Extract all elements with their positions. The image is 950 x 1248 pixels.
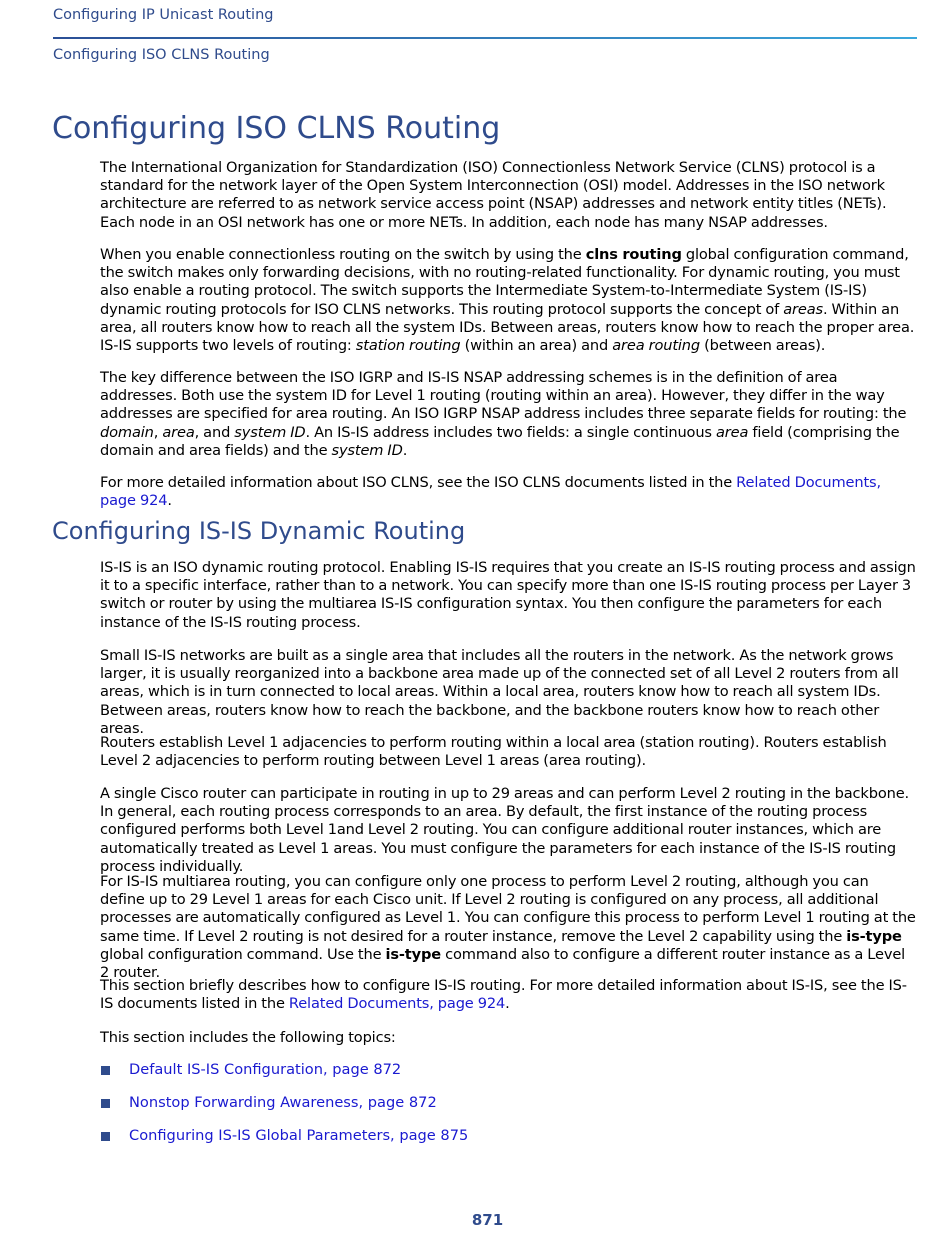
related-documents-link-2[interactable]: Related Documents, page 924 (288, 995, 506, 1013)
running-header-section: Configuring ISO CLNS Routing (53, 47, 270, 63)
isis-paragraph-2: Small IS-IS networks are built as a single area that includes all the routers in the network. As the network grows larger, it is usually reorganized into a backbone area made up of the connected set of all Level 2 routers from all areas, which is in turn connected to local areas. Within a local area, routers know how to reach all system IDs. Between areas, routers know how to reach the backbone, and the backbone routers know how to reach other areas. (100, 647, 899, 737)
topic-link-isis-global-parameters[interactable]: Configuring IS-IS Global Parameters, page 875 (129, 1127, 469, 1144)
isis-paragraph-4: A single Cisco router can participate in routing in up to 29 areas and can perform Level 2 routing in the backbone. In general, each routing process corresponds to an area. By default, the first instance of the routing process configured performs both Level 1and Level 2 routing. You can configure additional router instances, which are automatically treated as Level 1 areas. You must configure the parameters for each instance of the IS-IS routing process individually. (100, 785, 910, 875)
section-title-isis: Configuring IS-IS Dynamic Routing (52, 517, 466, 545)
intro-paragraph-1: The International Organization for Standardization (ISO) Connectionless Network Service (CLNS) protocol is a standard for the network layer of the Open System Interconnection (OSI) model. Addresses in the ISO network architecture are referred to as network service access point (NSAP) addresses and network entity titles (NETs). Each node in an OSI network has one or more NETs. In addition, each node has many NSAP addresses. (100, 159, 887, 231)
command-clns-routing: clns routing (585, 246, 682, 263)
command-is-type-2: is-type (385, 945, 442, 963)
page-number: 871 (471, 1211, 504, 1229)
related-documents-link-1[interactable]: Related Documents, page 924 (100, 474, 881, 510)
isis-paragraph-3: Routers establish Level 1 adjacencies to perform routing within a local area (station routing). Routers establish Level 2 adjacencies to perform routing between Level 1 areas (area routing). (100, 734, 887, 770)
page-title: Configuring ISO CLNS Routing (52, 111, 501, 146)
header-divider (53, 37, 917, 39)
topics-intro: This section includes the following topics: (100, 1029, 396, 1046)
isis-paragraph-6: This section briefly describes how to configure IS-IS routing. For more detailed information about IS-IS, see the IS-IS documents listed in the Related Documents, page 924. (100, 977, 907, 1013)
topic-link-nonstop-forwarding-awareness[interactable]: Nonstop Forwarding Awareness, page 872 (129, 1094, 437, 1111)
square-bullet-icon (101, 1132, 110, 1141)
command-is-type: is-type (846, 927, 902, 945)
intro-paragraph-2: When you enable connectionless routing on the switch by using the clns routing global configuration command, the switch makes only forwarding decisions, with no routing-related functionality. For dynamic routing, you must also enable a routing protocol. The switch supports the Intermediate System-to-Intermediate System (IS-IS) dynamic routing protocols for ISO CLNS networks. This routing protocol supports the concept of areas. Within an area, all routers know how to reach all the system IDs. Between areas, routers know how to reach the proper area. IS-IS supports two levels of routing: station routing (within an area) and area routing (between areas). (100, 246, 915, 355)
running-header-chapter: Configuring IP Unicast Routing (53, 7, 274, 23)
intro-paragraph-4: For more detailed information about ISO CLNS, see the ISO CLNS documents listed in the Related Documents, page 924. (100, 474, 881, 510)
square-bullet-icon (101, 1099, 110, 1108)
isis-paragraph-5: For IS-IS multiarea routing, you can configure only one process to perform Level 2 routing, although you can define up to 29 Level 1 areas for each Cisco unit. If Level 2 routing is configured on any process, all additional processes are automatically configured as Level 1. You can configure this process to perform Level 1 routing at the same time. If Level 2 routing is not desired for a router instance, remove the Level 2 capability using the is-type global configuration command. Use the is-type command also to configure a different router instance as a Level 2 router. (100, 873, 916, 982)
square-bullet-icon (101, 1066, 110, 1075)
intro-paragraph-3: The key difference between the ISO IGRP and IS-IS NSAP addressing schemes is in the definition of area addresses. Both use the system ID for Level 1 routing (routing within an area). However, they differ in the way addresses are specified for area routing. An ISO IGRP NSAP address includes three separate fields for routing: the domain, area, and system ID. An IS-IS address includes two fields: a single continuous area field (comprising the domain and area fields) and the system ID. (100, 369, 907, 459)
topic-link-default-isis-configuration[interactable]: Default IS-IS Configuration, page 872 (129, 1061, 402, 1078)
isis-paragraph-1: IS-IS is an ISO dynamic routing protocol. Enabling IS-IS requires that you create an IS-IS routing process and assign it to a specific interface, rather than to a network. You can specify more than one IS-IS routing process per Layer 3 switch or router by using the multiarea IS-IS configuration syntax. You then configure the parameters for each instance of the IS-IS routing process. (100, 559, 916, 631)
